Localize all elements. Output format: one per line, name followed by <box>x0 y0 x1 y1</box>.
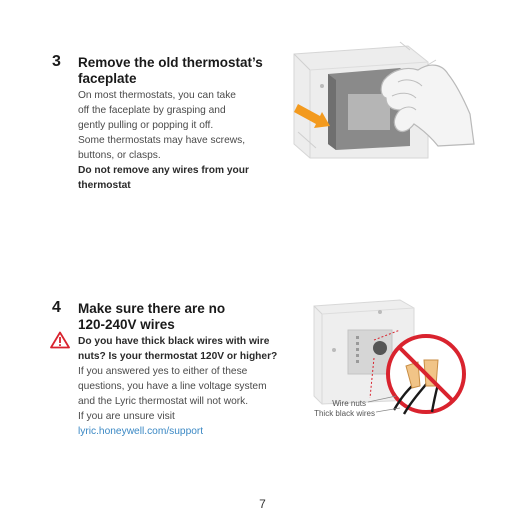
warning-triangle-icon <box>50 331 70 349</box>
step-4-title <box>78 301 225 333</box>
step-3-number: 3 <box>52 53 61 70</box>
step-4-body-line: and the Lyric thermostat will not work. <box>78 396 249 407</box>
step-4-question-line: Do you have thick black wires with wire <box>78 336 270 347</box>
step-3-warning-line: thermostat <box>78 180 131 191</box>
step-3-body-line: off the faceplate by grasping and <box>78 105 226 116</box>
step-3-body-line: buttons, or clasps. <box>78 150 161 161</box>
thick-black-wires-label: Thick black wires <box>314 409 375 418</box>
step-3-title <box>78 55 263 87</box>
step-4-question-line: nuts? Is your thermostat 120V or higher? <box>78 351 278 362</box>
page-number: 7 <box>259 497 266 511</box>
step-3-body-line: Some thermostats may have screws, <box>78 135 246 146</box>
step-4-body <box>78 334 277 439</box>
step-4-title-line-2: 120-240V wires <box>78 317 175 332</box>
support-link[interactable]: lyric.honeywell.com/support <box>78 426 204 437</box>
step-3-body-line: gently pulling or popping it off. <box>78 120 214 131</box>
step-3-body <box>78 88 249 193</box>
wire-nuts-label: Wire nuts <box>332 399 366 408</box>
step-4-number: 4 <box>52 299 61 316</box>
step-4-body-line: If you answered yes to either of these <box>78 366 248 377</box>
step-4-title-line-1: Make sure there are no <box>78 301 226 316</box>
step-3-body-line: On most thermostats, you can take <box>78 90 236 101</box>
step-3-title-line-2: faceplate <box>78 71 137 86</box>
step-4-body-line: questions, you have a line voltage system <box>78 381 267 392</box>
step-3-title-line-1: Remove the old thermostat’s <box>78 55 263 70</box>
step-3-warning-line: Do not remove any wires from your <box>78 165 249 176</box>
hand-removing-faceplate-illustration <box>288 40 478 165</box>
step-4-body-line: If you are unsure visit <box>78 411 175 422</box>
